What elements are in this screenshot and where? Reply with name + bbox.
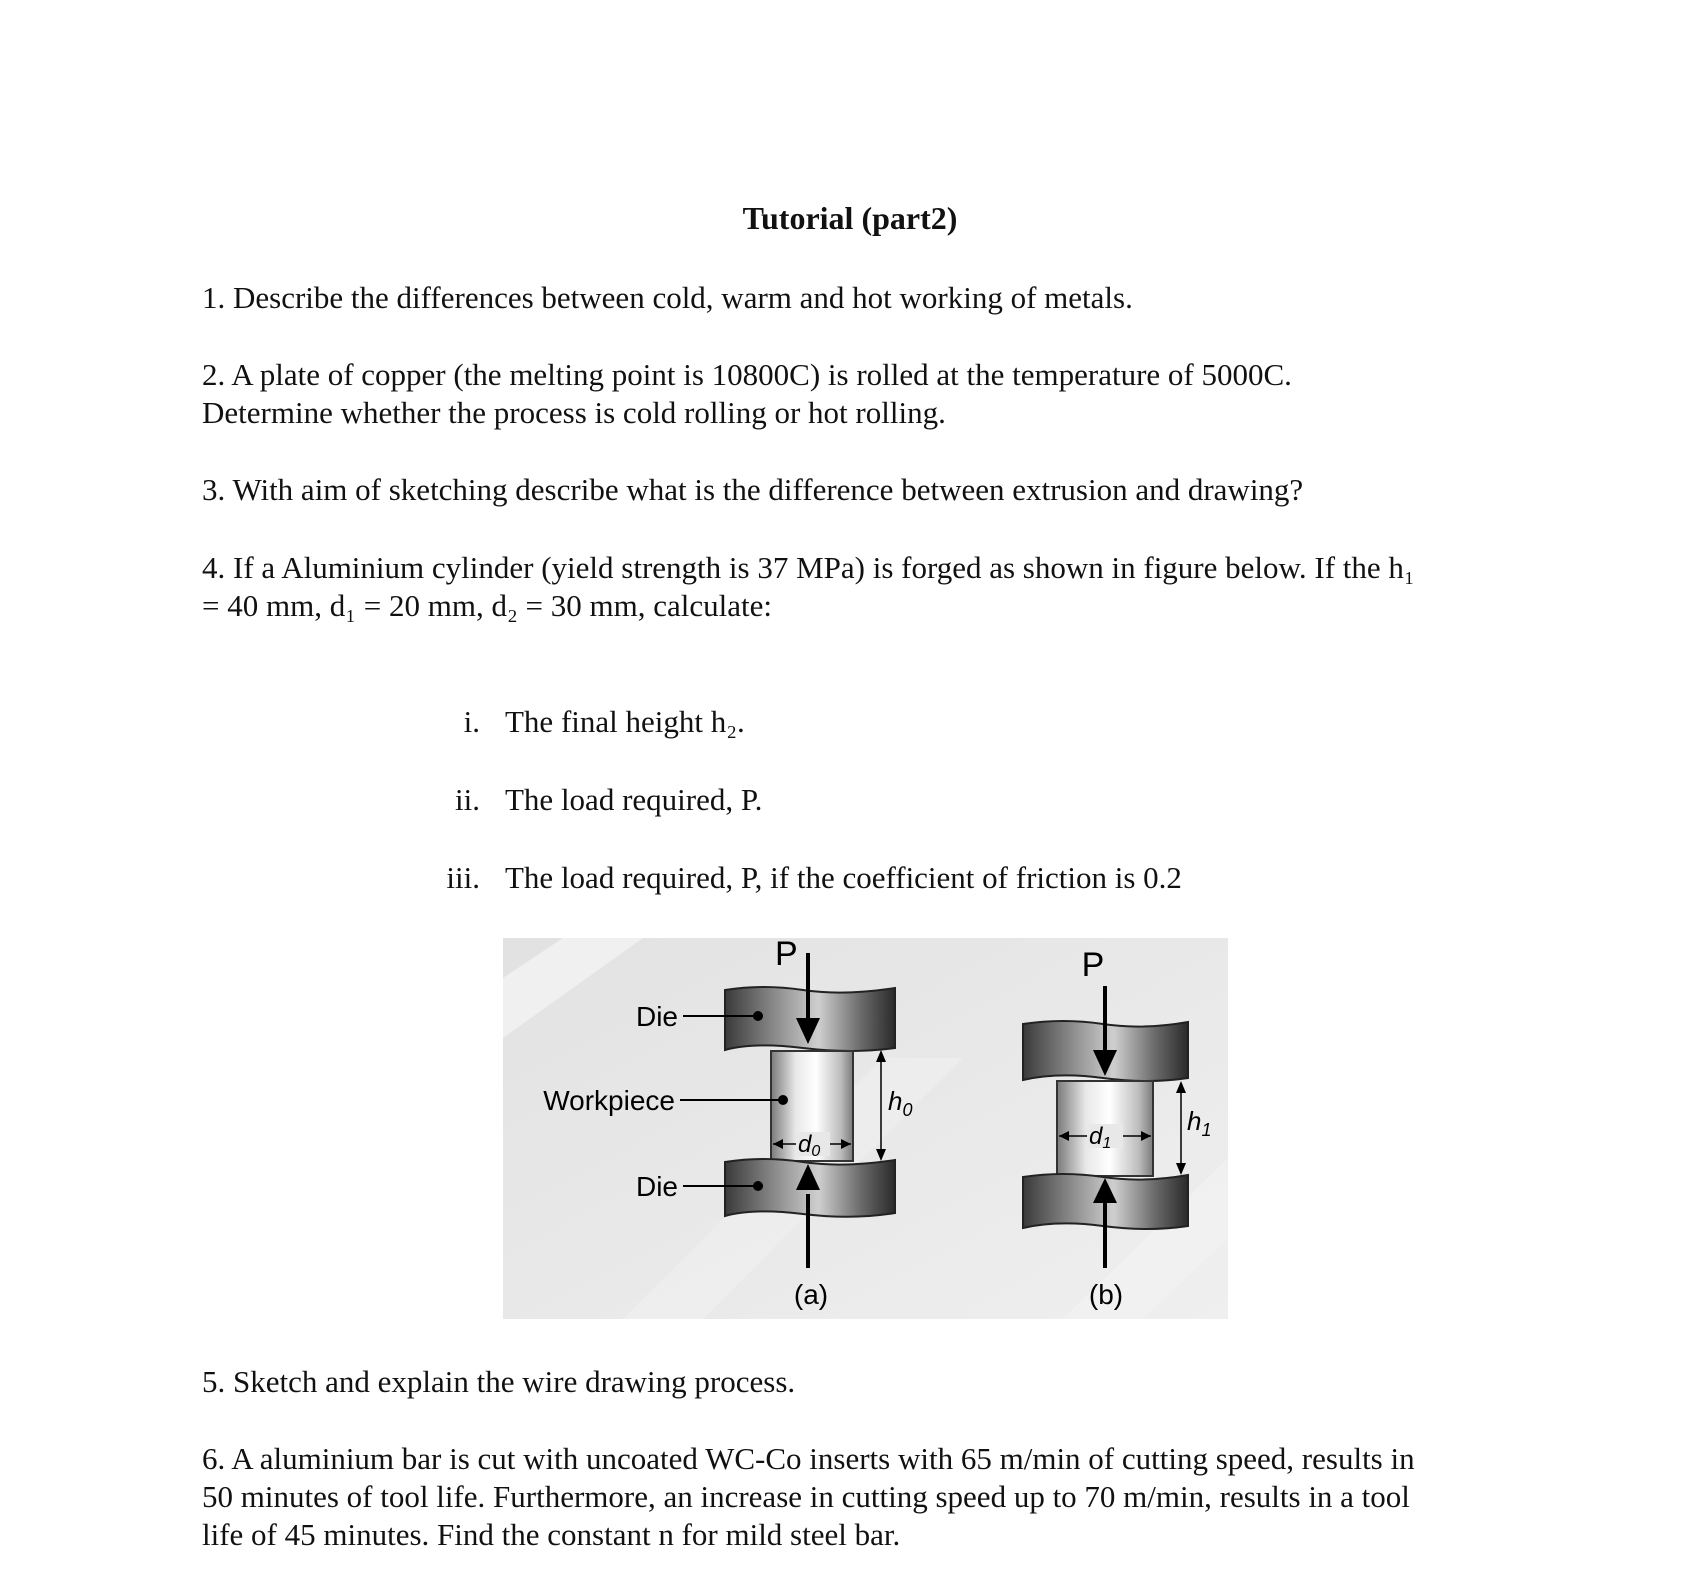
sub-item-number: ii. [455, 782, 480, 817]
caption-b: (b) [1088, 1279, 1124, 1310]
d0-label: d0 [798, 1131, 821, 1160]
workpiece-label: Workpiece [543, 1085, 675, 1116]
question-4-line-2: = 40 mm, d₁ = 20 mm, d₂ = 30 mm, calculate: [202, 588, 772, 623]
question-4-line-1: 4. If a Aluminium cylinder (yield strength is 37 MPa) is forged as shown in figure below. If the h₁ [202, 550, 1415, 585]
caption-a: (a) [793, 1279, 829, 1310]
load-label-a: P [775, 938, 798, 973]
question-6-line-3: life of 45 minutes. Find the constant n for mild steel bar. [202, 1517, 901, 1552]
d1-label: d1 [1089, 1123, 1112, 1152]
question-1: 1. Describe the differences between cold, warm and hot working of metals. [202, 280, 1133, 315]
sub-item-text: The load required, P. [505, 782, 763, 817]
question-3: 3. With aim of sketching describe what is the difference between extrusion and drawing? [202, 472, 1304, 507]
forging-figure [503, 938, 1228, 1319]
question-5: 5. Sketch and explain the wire drawing process. [202, 1364, 796, 1399]
load-label-b: P [1081, 946, 1105, 984]
question-6-line-1: 6. A aluminium bar is cut with uncoated WC-Co inserts with 65 m/min of cutting speed, results in [202, 1441, 1415, 1476]
h0-label: $h_0$ [888, 1086, 913, 1120]
sub-item-text: The load required, P, if the coefficient of friction is 0.2 [505, 860, 1182, 895]
question-2-line-2: Determine whether the process is cold rolling or hot rolling. [202, 395, 946, 430]
question-6-line-2: 50 minutes of tool life. Furthermore, an increase in cutting speed up to 70 m/min, results in a tool [202, 1479, 1410, 1514]
question-2-line-1: 2. A plate of copper (the melting point is 10800C) is rolled at the temperature of 5000C. [202, 357, 1292, 392]
sub-item-text: The final height h₂. [505, 704, 745, 739]
page-title: Tutorial (part2) [742, 200, 958, 236]
h1-label: $h_1$ [1187, 1106, 1212, 1140]
sub-item-number: i. [463, 704, 480, 739]
die-top-label: Die [635, 1001, 678, 1032]
die-bottom-label: Die [635, 1171, 678, 1202]
sub-item-number: iii. [446, 860, 480, 895]
